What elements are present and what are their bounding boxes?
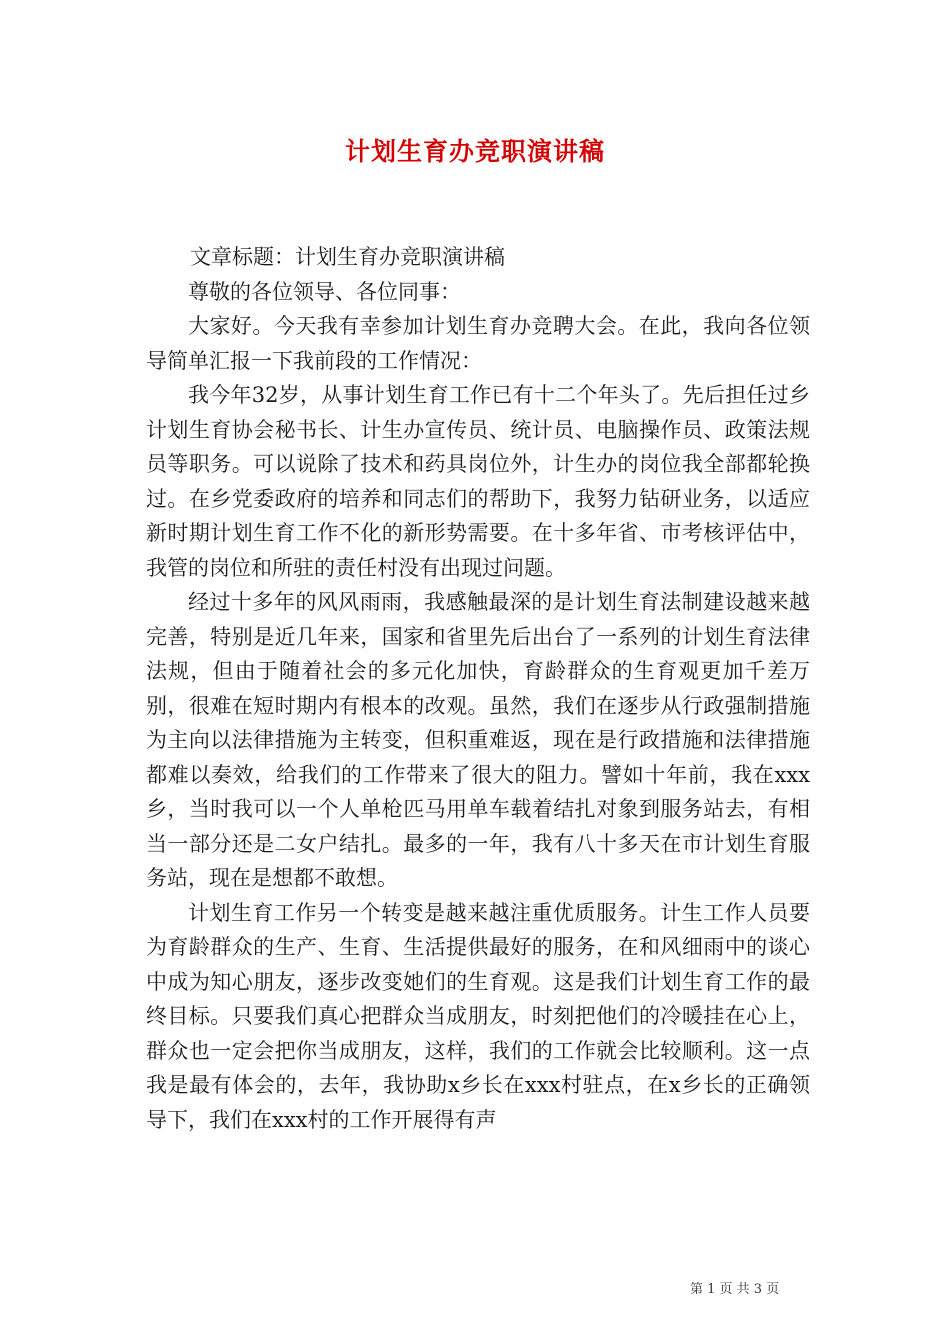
paragraph-quality-service: 计划生育工作另一个转变是越来越注重优质服务。计生工作人员要为育龄群众的生产、生育、生活提供最好的服务，在和风细雨中的谈心中成为知心朋友，逐步改变她们的生育观。这是我们计划生育工作的最终目标。只要我们真心把群众当成朋友，时刻把他们的冷暖挂在心上，群众也一定会把你当成朋友，这样，我们的工作就会比较顺利。这一点我是最有体会的，去年，我协助x乡长在xxx村驻点，在x乡长的正确领导下，我们在xxx村的工作开展得有声 <box>146 900 810 1132</box>
paragraph-greeting: 大家好。今天我有幸参加计划生育办竞聘大会。在此，我向各位领导简单汇报一下我前段的工作情况： <box>146 314 810 373</box>
salutation: 尊敬的各位领导、各位同事： <box>188 279 461 304</box>
paragraph-experience: 我今年32岁，从事计划生育工作已有十二个年头了。先后担任过乡计划生育协会秘书长、计生办宣传员、统计员、电脑操作员、政策法规员等职务。可以说除了技术和药具岗位外，计生办的岗位我全部都轮换过。在乡党委政府的培养和同志们的帮助下，我努力钻研业务，以适应新时期计划生育工作不化的新形势需要。在十多年省、市考核评估中，我管的岗位和所驻的责任村没有出现过问题。 <box>146 383 810 580</box>
document-title: 计划生育办竞职演讲稿 <box>344 137 605 166</box>
article-title-line: 文章标题：计划生育办竞职演讲稿 <box>190 245 505 269</box>
paragraph-legal-development: 经过十多年的风风雨雨，我感触最深的是计划生育法制建设越来越完善，特别是近几年来，国家和省里先后出台了一系列的计划生育法律法规，但由于随着社会的多元化加快，育龄群众的生育观更加千差万别，很难在短时期内有根本的改观。虽然，我们在逐步从行政强制措施为主向以法律措施为主转变，但积重难返，现在是行政措施和法律措施都难以奏效，给我们的工作带来了很大的阻力。譬如十年前，我在xxx乡，当时我可以一个人单枪匹马用单车载着结扎对象到服务站去，有相当一部分还是二女户结扎。最多的一年，我有八十多天在市计划生育服务站，现在是想都不敢想。 <box>146 590 810 890</box>
document-body <box>146 240 810 1137</box>
page-number: 第 1 页 共 3 页 <box>690 1282 780 1297</box>
